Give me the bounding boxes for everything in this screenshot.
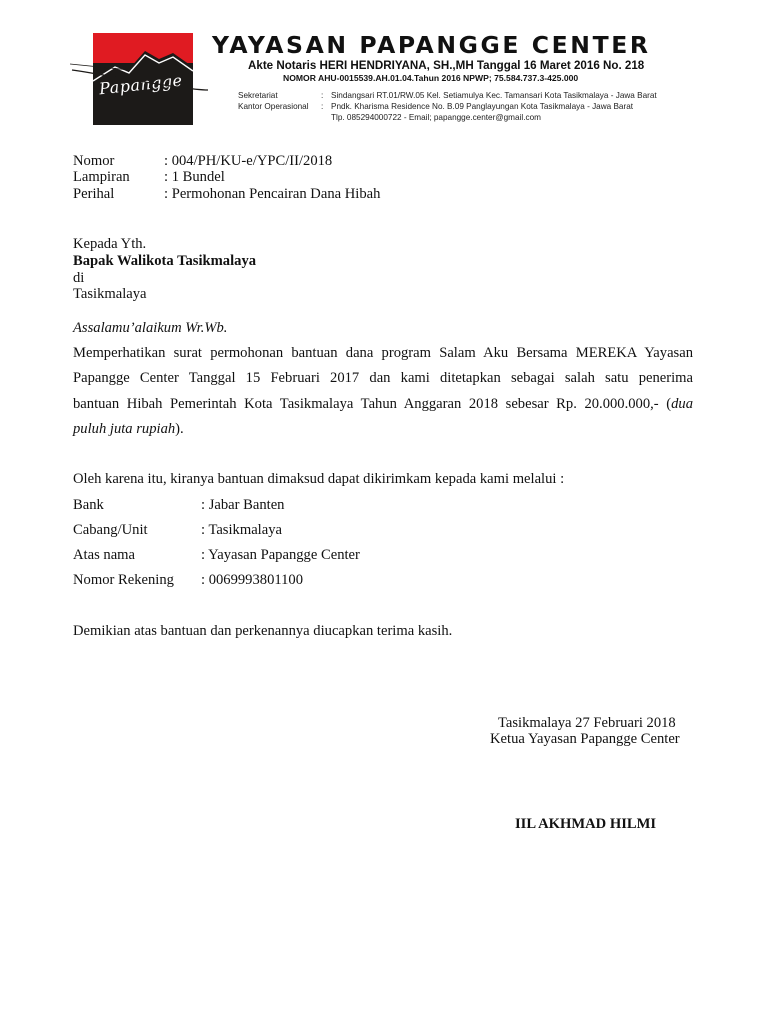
account-number-label: Nomor Rekening [73,572,174,588]
account-name-value: : Yayasan Papangge Center [201,547,360,563]
recipient-city: Tasikmalaya [73,286,147,302]
registration-line: NOMOR AHU-0015539.AH.01.04.Tahun 2016 NPWP; 75.584.737.3-425.000 [283,73,579,83]
place-date: Tasikmalaya 27 Februari 2018 [498,715,676,731]
paragraph-1-line-3 [73,396,693,413]
bank-value: : Jabar Banten [201,497,285,513]
nomor-value: : 004/PH/KU-e/YPC/II/2018 [164,153,333,169]
bank-label: Bank [73,497,104,513]
contact-line: Tlp. 085294000722 - Email; papangge.center@gmail.com [331,113,541,122]
lampiran-label: Lampiran [73,169,130,185]
logo-text: Papangge [98,70,184,99]
nomor-label: Nomor [73,153,115,169]
paragraph-2: Oleh karena itu, kiranya bantuan dimaksud dapat dikirimkam kepada kami melalui : [73,471,565,487]
recipient-di: di [73,270,85,286]
recipient-name: Bapak Walikota Tasikmalaya [73,253,257,269]
office-separator: : [321,102,324,111]
paragraph-1-line-1: Memperhatikan surat permohonan bantuan dana program Salam Aku Bersama MEREKA Yayasan [73,345,693,361]
lampiran-value: : 1 Bundel [164,169,225,185]
office-label: Kantor Operasional [238,102,309,111]
account-name-label: Atas nama [73,547,136,563]
paragraph-1-line-4-end: ). [175,421,184,437]
perihal-value: : Permohonan Pencairan Dana Hibah [164,186,381,202]
paragraph-1-line-2: Papangge Center Tanggal 15 Februari 2017 dan kami ditetapkan sebagai salah satu penerima [73,370,693,386]
amount-words-start: dua [671,396,693,412]
organization-name: YAYASAN PAPANGGE CENTER [212,31,651,59]
account-number-value: : 0069993801100 [201,572,304,588]
branch-label: Cabang/Unit [73,522,148,538]
signatory-position: Ketua Yayasan Papangge Center [490,731,680,747]
perihal-label: Perihal [73,186,115,202]
office-address: Pndk. Kharisma Residence No. B.09 Panglayungan Kota Tasikmalaya - Jawa Barat [331,102,634,111]
greeting: Assalamu’alaikum Wr.Wb. [73,320,228,336]
logo-swoosh-icon [70,60,210,120]
secretariat-separator: : [321,91,324,100]
secretariat-label: Sekretariat [238,91,278,100]
signatory-name: IIL AKHMAD HILMI [515,816,657,832]
notary-line: Akte Notaris HERI HENDRIYANA, SH.,MH Tanggal 16 Maret 2016 No. 218 [248,59,645,72]
recipient-salutation: Kepada Yth. [73,236,147,252]
paragraph-1-line-3-text: bantuan Hibah Pemerintah Kota Tasikmalaya Tahun Anggaran 2018 sebesar Rp. 20.000.000,- ( [73,396,672,412]
paragraph-1-line-4 [73,421,184,438]
amount-words-end: puluh juta rupiah [73,421,176,437]
closing-sentence: Demikian atas bantuan dan perkenannya diucapkan terima kasih. [73,623,453,639]
branch-value: : Tasikmalaya [201,522,282,538]
secretariat-address: Sindangsari RT.01/RW.05 Kel. Setiamulya Kec. Tamansari Kota Tasikmalaya - Jawa Barat [331,91,657,100]
